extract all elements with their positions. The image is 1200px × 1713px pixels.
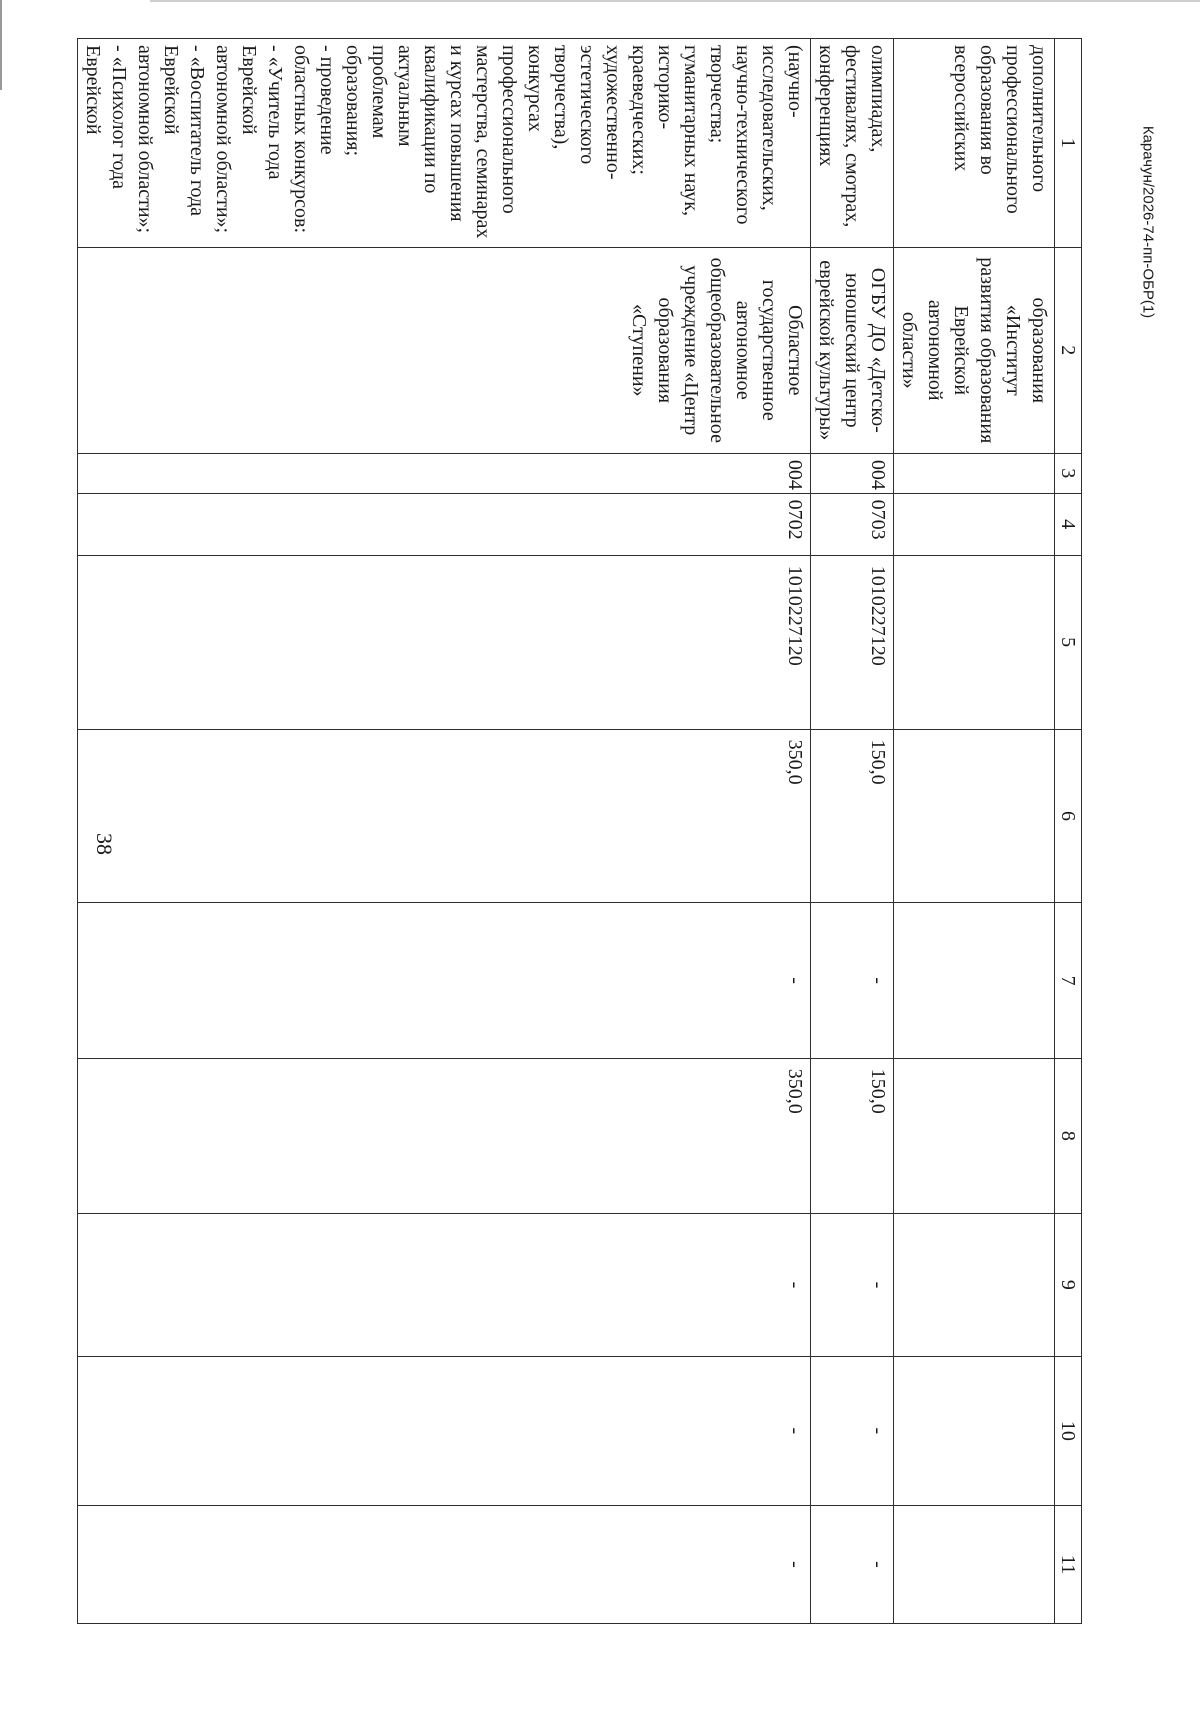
table-cell [894,1058,1055,1213]
table-cell [894,493,1055,555]
table-cell [894,453,1055,493]
header-row [1055,39,1082,1624]
table-cell: - [78,903,811,1058]
table-cell: - [811,1214,894,1357]
column-header: 4 [1055,493,1082,555]
table-cell: - [78,1505,811,1623]
table-cell: - [811,1356,894,1505]
table-cell: 350,0 [78,729,811,903]
table-cell: 1010227120 [78,555,811,729]
table-cell: 0702 [78,493,811,555]
table-cell [894,729,1055,903]
table-cell [894,1505,1055,1623]
table-row [811,39,894,1624]
column-header: 10 [1055,1356,1082,1505]
table-cell: ОГБУ ДО «Детско- юношеский центр еврейской культуры» [811,247,894,453]
column-header: 9 [1055,1214,1082,1357]
table-cell [894,555,1055,729]
table-cell: - [811,903,894,1058]
column-header: 5 [1055,555,1082,729]
table-cell: образования «Институт развития образования Еврейской автономной области» [894,247,1055,453]
column-header: 2 [1055,247,1082,453]
scan-edge-top [150,0,1200,2]
column-header: 6 [1055,729,1082,903]
table-row [78,39,811,1624]
budget-table [77,38,1082,1624]
table-cell: 1010227120 [811,555,894,729]
table-cell: 004 [811,453,894,493]
scan-edge-left [0,0,2,90]
table-cell: 150,0 [811,729,894,903]
column-header: 8 [1055,1058,1082,1213]
table-cell: Областное государственное автономное общеобразовательное учреждение «Центр образования «Ступени» [78,247,811,453]
table-cell: 150,0 [811,1058,894,1213]
table-cell: 0703 [811,493,894,555]
table-cell: - [811,1505,894,1623]
table-cell [894,903,1055,1058]
table-cell: дополнительного профессионального образования во всероссийских [894,39,1055,248]
column-header: 7 [1055,903,1082,1058]
column-header: 11 [1055,1505,1082,1623]
column-header: 3 [1055,453,1082,493]
table-cell: 350,0 [78,1058,811,1213]
table-cell: (научно- исследовательских, научно-технического творчества; гуманитарных наук, историко- краеведческих; художественно- эстетического творчества), конкурсах профессионального мастерства, семинарах и курсах повышения квалификации по актуальным проблемам образования; - проведение областных конкурсов: - «Учитель года Еврейской автономной области»; - «Воспитатель года Еврейской автономной области»; - «Психолог года Еврейской [78,39,811,248]
page-number: 38 [92,833,117,855]
table-cell: 004 [78,453,811,493]
table-cell [894,1214,1055,1357]
table-row [894,39,1055,1624]
table-cell: - [78,1214,811,1357]
table-cell: - [78,1356,811,1505]
table-cell: олимпиадах, фестивалях, смотрах, конференциях [811,39,894,248]
table-cell [894,1356,1055,1505]
document-footer-code: Карачун/2026-74-пп-ОБР(1) [1139,125,1157,319]
column-header: 1 [1055,39,1082,248]
